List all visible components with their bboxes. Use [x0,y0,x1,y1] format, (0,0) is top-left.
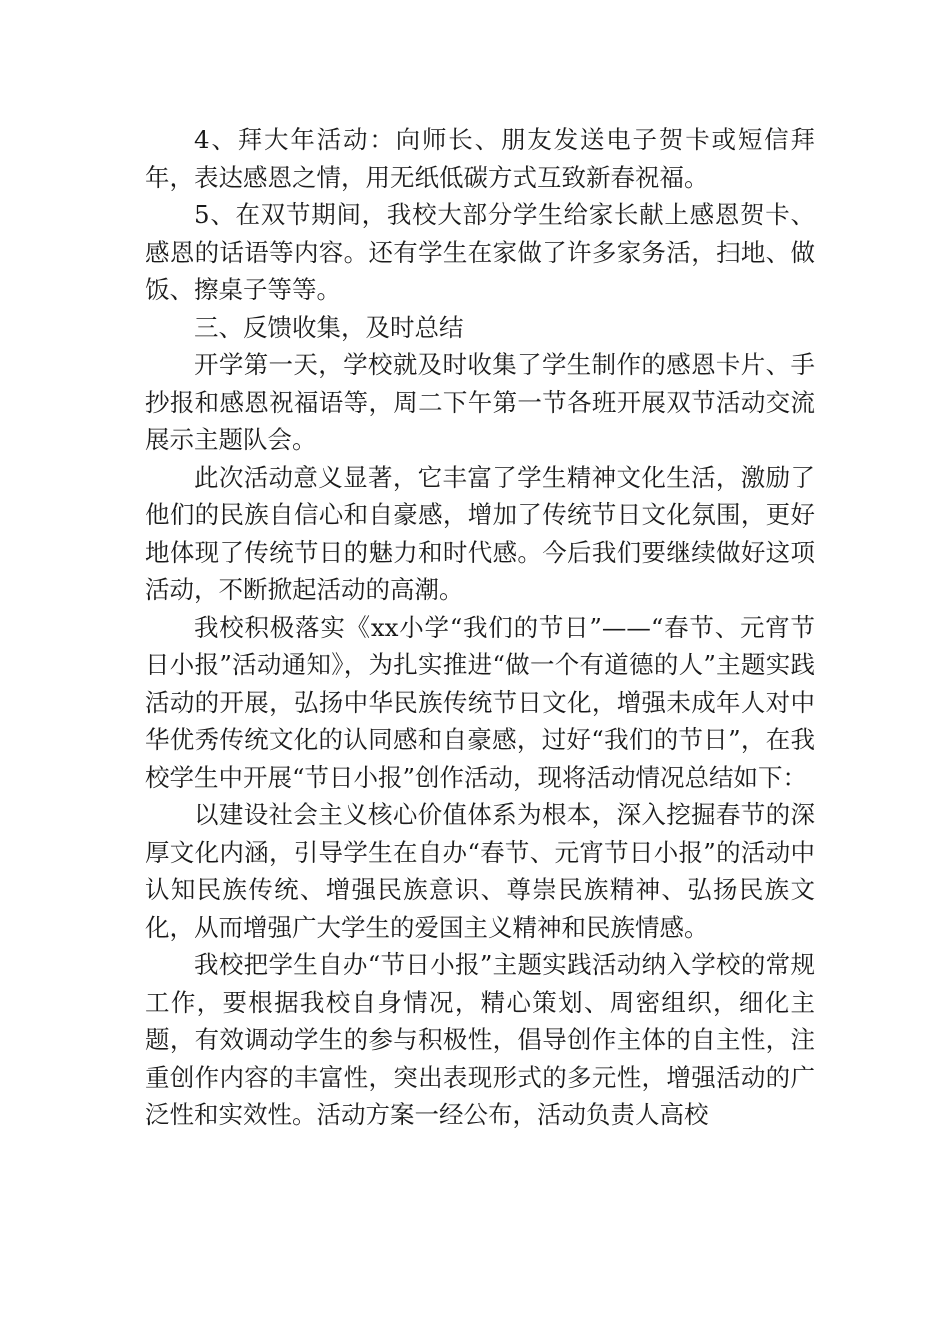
paragraph-routine-work: 我校把学生自办“节日小报”主题实践活动纳入学校的常规工作，要根据我校自身情况，精心策划、周密组织，细化主题，有效调动学生的参与积极性，倡导创作主体的自主性，注重创作内容的丰富性，突出表现形式的多元性，增强活动的广泛性和实效性。活动方案一经公布，活动负责人高校 [145,950,815,1129]
paragraph-gratitude-cards: 5、在双节期间，我校大部分学生给家长献上感恩贺卡、感恩的话语等内容。还有学生在家做了许多家务活，扫地、做饭、擦桌子等等。 [145,200,815,304]
paragraph-first-day: 开学第一天，学校就及时收集了学生制作的感恩卡片、手抄报和感恩祝福语等，周二下午第一节各班开展双节活动交流展示主题队会。 [145,350,815,454]
section-heading-feedback: 三、反馈收集，及时总结 [194,312,464,342]
paragraph-significance: 此次活动意义显著，它丰富了学生精神文化生活，激励了他们的民族自信心和自豪感，增加了传统节日文化氛围，更好地体现了传统节日的魅力和时代感。今后我们要继续做好这项活动，不断掀起活动的高潮。 [145,462,815,604]
paragraph-core-values: 以建设社会主义核心价值体系为根本，深入挖掘春节的深厚文化内涵，引导学生在自办“春节、元宵节日小报”的活动中认知民族传统、增强民族意识、尊崇民族精神、弘扬民族文化，从而增强广大学生的爱国主义精神和民族情感。 [145,800,815,942]
paragraph-implementation: 我校积极落实《xx小学“我们的节日”——“春节、元宵节日小报”活动通知》，为扎实推进“做一个有道德的人”主题实践活动的开展，弘扬中华民族传统节日文化，增强未成年人对中华优秀传统文化的认同感和自豪感，过好“我们的节日”，在我校学生中开展“节日小报”创作活动，现将活动情况总结如下： [145,612,815,792]
paragraph-greeting-activity: 4、拜大年活动：向师长、朋友发送电子贺卡或短信拜年，表达感恩之情，用无纸低碳方式互致新春祝福。 [145,125,815,192]
document-page [145,121,815,1134]
